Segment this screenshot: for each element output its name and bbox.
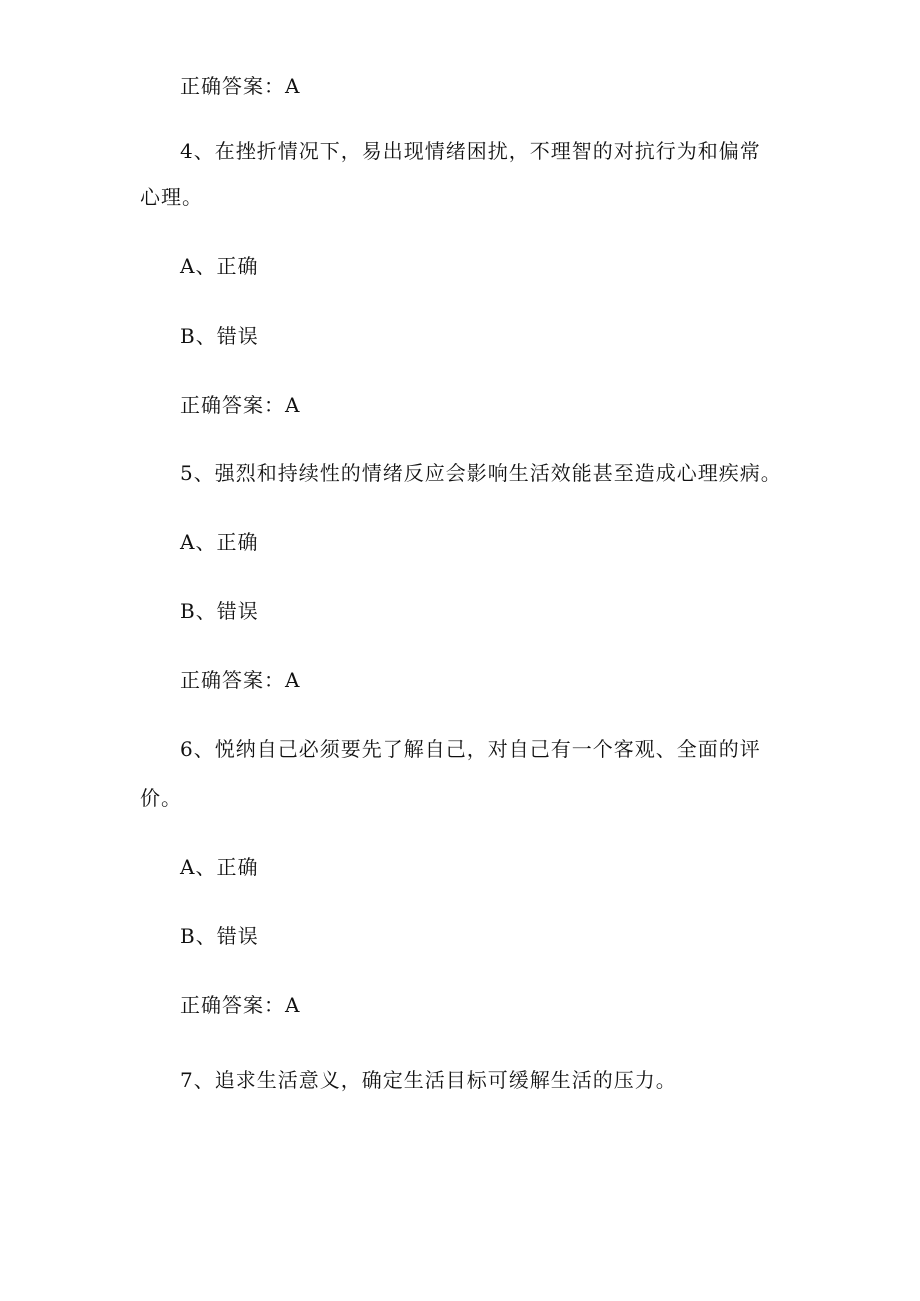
q5-option-b: B、错误 <box>180 599 259 623</box>
question-5-line-1: 5、强烈和持续性的情绪反应会影响生活效能甚至造成心理疾病。 <box>180 461 782 485</box>
answer-line-q5: 正确答案：A <box>180 668 301 692</box>
answer-line-q4: 正确答案：A <box>180 393 301 417</box>
q4-option-b: B、错误 <box>180 324 259 348</box>
question-6-line-2: 价。 <box>140 786 182 810</box>
question-4-line-1: 4、在挫折情况下，易出现情绪困扰，不理智的对抗行为和偏常 <box>180 139 761 163</box>
q6-option-b: B、错误 <box>180 924 259 948</box>
question-4-line-2: 心理。 <box>140 185 203 209</box>
question-6-line-1: 6、悦纳自己必须要先了解自己，对自己有一个客观、全面的评 <box>180 737 761 761</box>
question-7-line-1: 7、追求生活意义，确定生活目标可缓解生活的压力。 <box>180 1068 677 1092</box>
q6-option-a: A、正确 <box>180 855 259 879</box>
answer-line-q3: 正确答案：A <box>180 74 301 98</box>
q5-option-a: A、正确 <box>180 530 259 554</box>
answer-line-q6: 正确答案：A <box>180 993 301 1017</box>
q4-option-a: A、正确 <box>180 254 259 278</box>
